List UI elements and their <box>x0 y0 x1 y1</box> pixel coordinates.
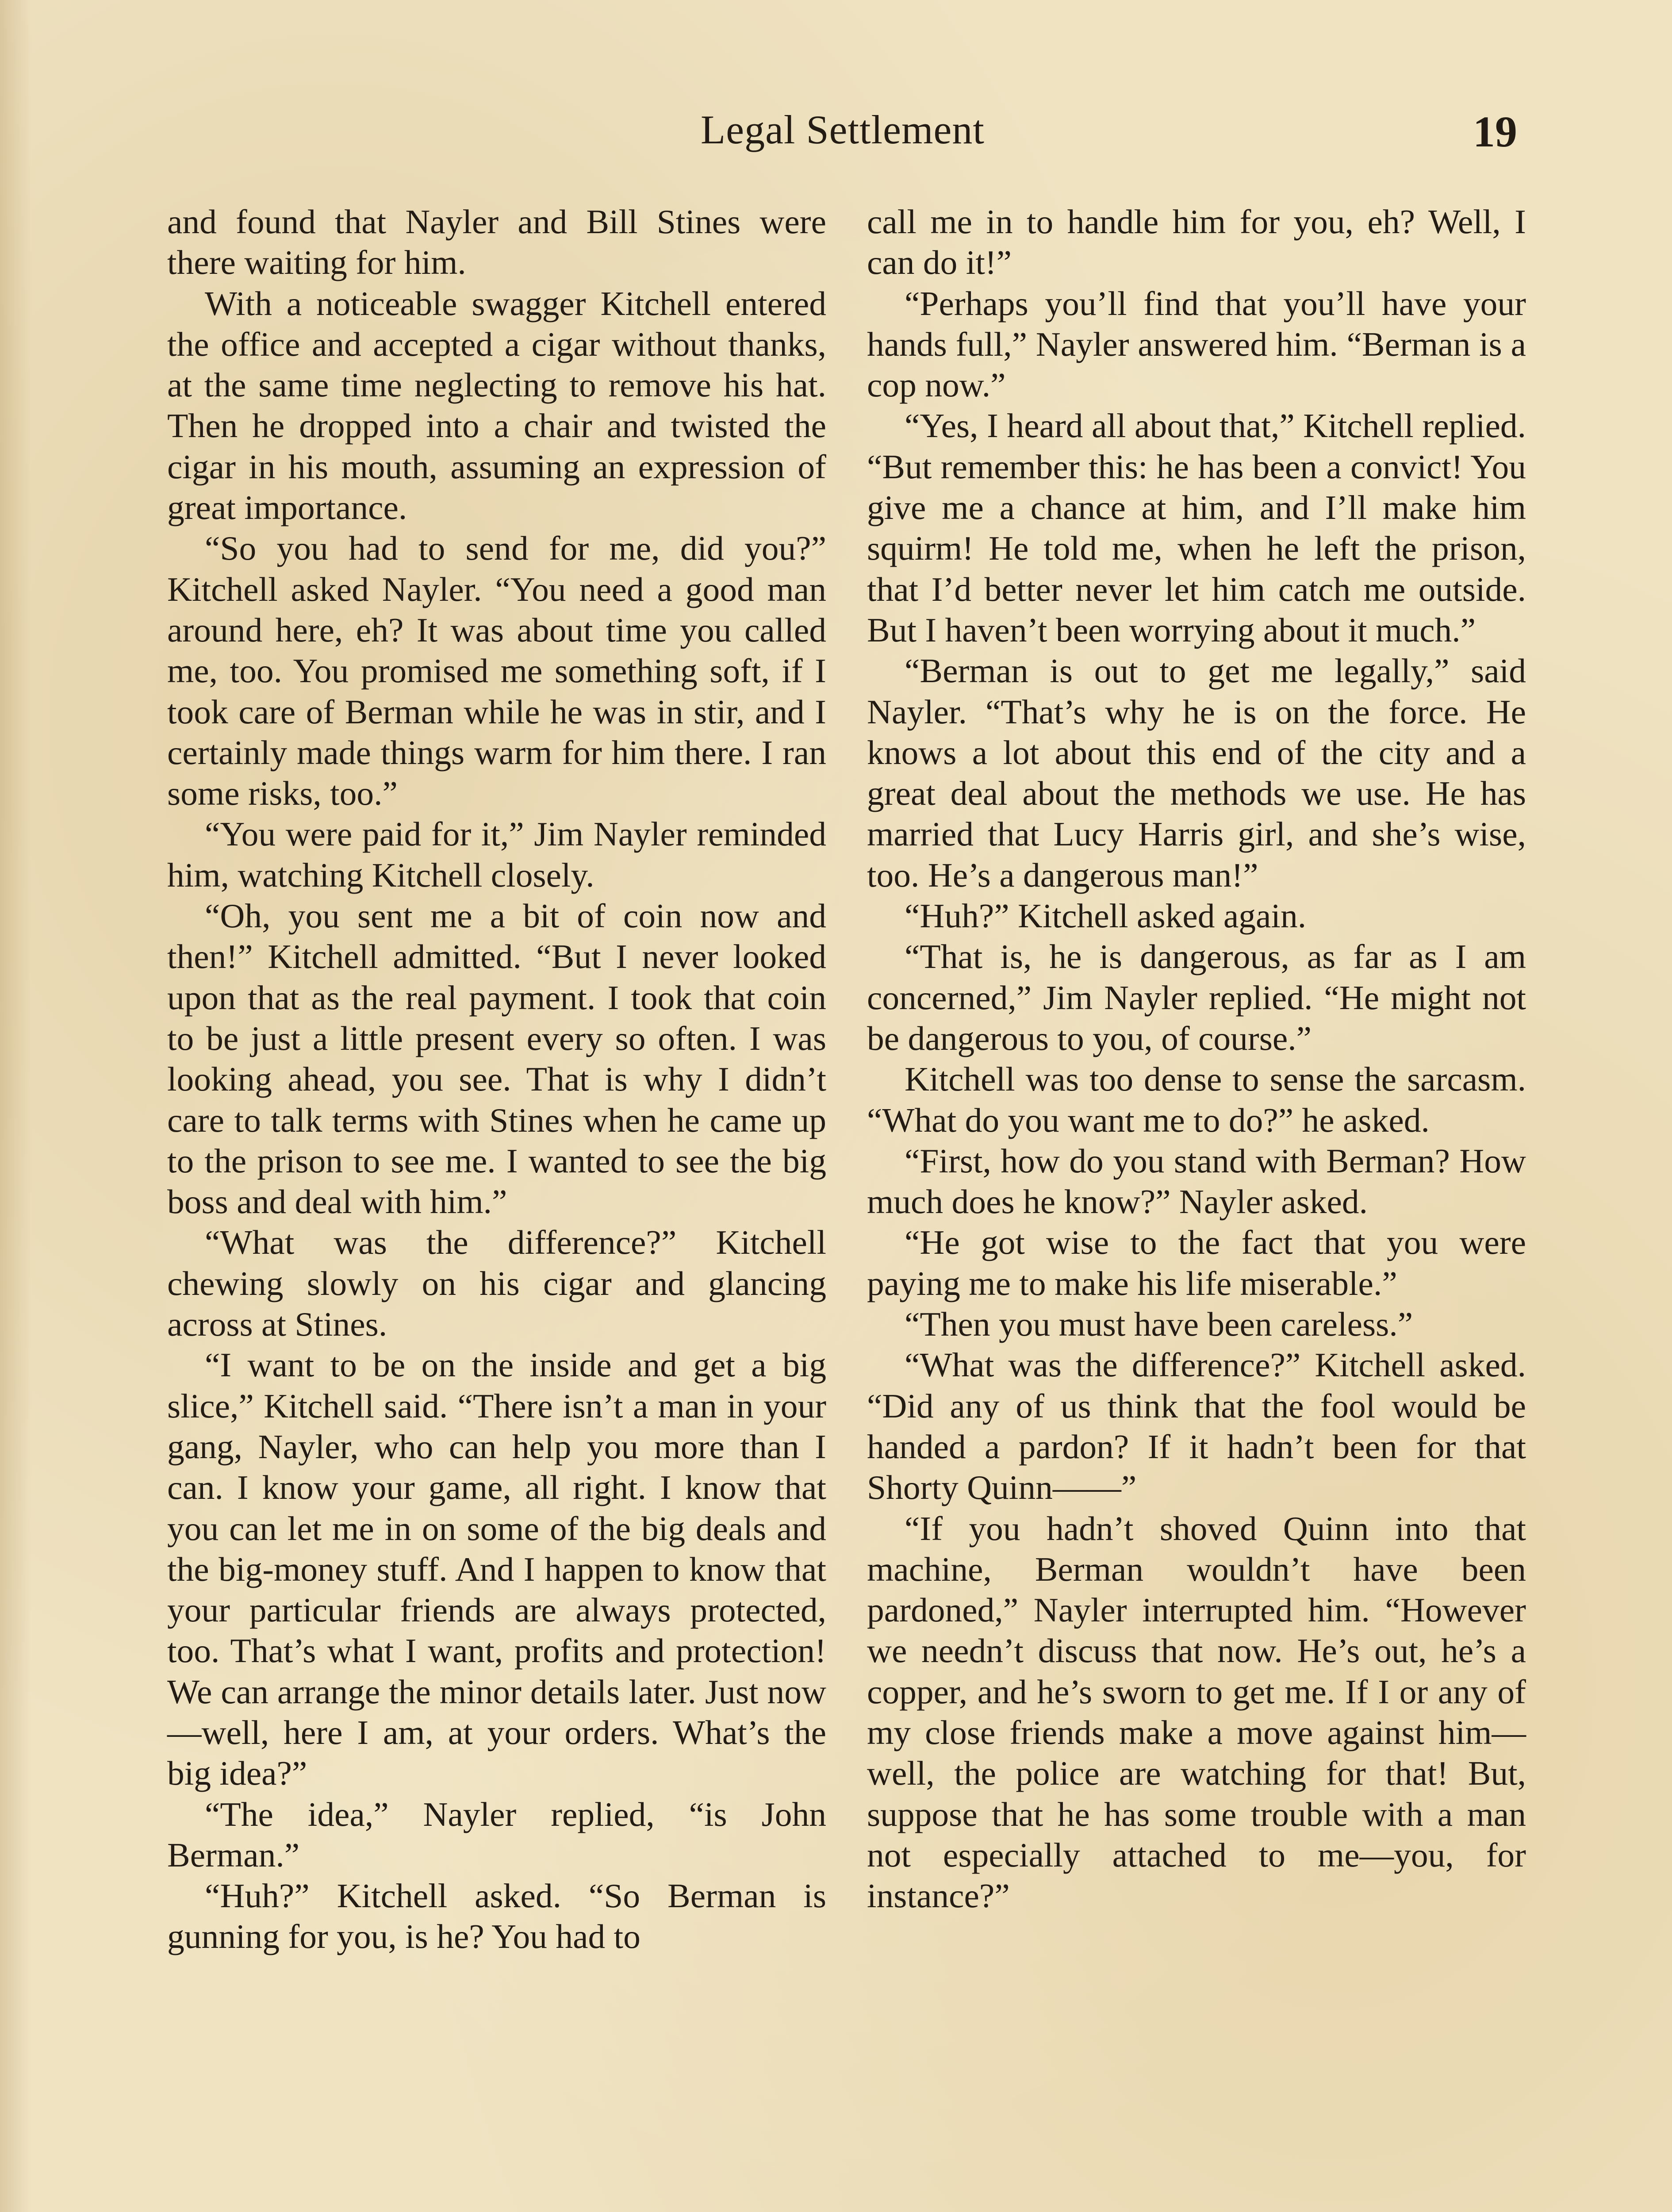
paragraph: and found that Nayler and Bill Stines were there waiting for him. <box>167 203 826 282</box>
paragraph: “He got wise to the fact that you were paying me to make his life miserable.” <box>867 1223 1526 1302</box>
paragraph: “You were paid for it,” Jim Nayler reminded him, watching Kitchell closely. <box>167 815 826 894</box>
paragraph: “I want to be on the inside and get a big slice,” Kitchell said. “There isn’t a man in your gang, Nayler, who can help you more than I can. I know your game, all right. I know that you can let me in on some of the big deals and the big-money stuff. And I happen to know that your particular friends are always protected, too. That’s what I want, profits and protection! We can arrange the minor details later. Just now—well, here I am, at your orders. What’s the big idea?” <box>167 1346 826 1793</box>
page-header <box>168 106 1517 173</box>
page-edge-shadow <box>0 0 31 2212</box>
paragraph: “What was the difference?” Kitchell asked. “Did any of us think that the fool would be handed a pardon? If it hadn’t been for that Shorty Quinn——” <box>867 1346 1526 1507</box>
paragraph: “Then you must have been careless.” <box>905 1305 1413 1344</box>
paragraph: “So you had to send for me, did you?” Kitchell asked Nayler. “You need a good man around here, eh? It was about time you called me, too. You promised me something soft, if I took care of Berman while he was in stir, and I certainly made things warm for him there. I ran some risks, too.” <box>167 529 826 813</box>
paragraph: “That is, he is dangerous, as far as I am concerned,” Jim Nayler replied. “He might not be dangerous to you, of course.” <box>867 937 1526 1057</box>
page-number: 19 <box>1473 107 1517 156</box>
paragraph: With a noticeable swagger Kitchell entered the office and accepted a cigar without thanks, at the same time neglecting to remove his hat. Then he dropped into a chair and twisted the cigar in his mouth, assuming an expression of great importance. <box>167 284 826 527</box>
right-column <box>867 201 1526 1916</box>
running-title: Legal Settlement <box>701 107 985 152</box>
paragraph: Kitchell was too dense to sense the sarcasm. “What do you want me to do?” he asked. <box>867 1060 1526 1139</box>
paragraph: call me in to handle him for you, eh? Well, I can do it!” <box>867 203 1526 282</box>
left-column <box>167 201 826 1957</box>
paragraph: “First, how do you stand with Berman? How much does he know?” Nayler asked. <box>867 1141 1526 1221</box>
paragraph: “Perhaps you’ll find that you’ll have your hands full,” Nayler answered him. “Berman is a cop now.” <box>867 284 1526 404</box>
paragraph: “Yes, I heard all about that,” Kitchell replied. “But remember this: he has been a convict! You give me a chance at him, and I’ll make him squirm! He told me, when he left the prison, that I’d better never let him catch me outside. But I haven’t been worrying about it much.” <box>867 407 1526 649</box>
paragraph: “Huh?” Kitchell asked again. <box>905 897 1307 935</box>
paragraph: “Oh, you sent me a bit of coin now and then!” Kitchell admitted. “But I never looked upon that as the real payment. I took that coin to be just a little present every so often. I was looking ahead, you see. That is why I didn’t care to talk terms with Stines when he came up to the prison to see me. I wanted to see the big boss and deal with him.” <box>167 897 826 1221</box>
paragraph: “Berman is out to get me legally,” said Nayler. “That’s why he is on the force. He knows a lot about this end of the city and a great deal about the methods we use. He has married that Lucy Harris girl, and she’s wise, too. He’s a dangerous man!” <box>867 652 1526 894</box>
paragraph: “Huh?” Kitchell asked. “So Berman is gunning for you, is he? You had to <box>167 1877 826 1956</box>
paragraph: “If you hadn’t shoved Quinn into that machine, Berman wouldn’t have been pardoned,” Nayler interrupted him. “However we needn’t discuss that now. He’s out, he’s a copper, and he’s sworn to get me. If I or any of my close friends make a move against him—well, the police are watching for that! But, suppose that he has some trouble with a man not especially attached to me—you, for instance?” <box>867 1509 1526 1915</box>
paragraph: “The idea,” Nayler replied, “is John Berman.” <box>167 1795 826 1874</box>
paragraph: “What was the difference?” Kitchell chewing slowly on his cigar and glancing across at Stines. <box>167 1223 826 1344</box>
